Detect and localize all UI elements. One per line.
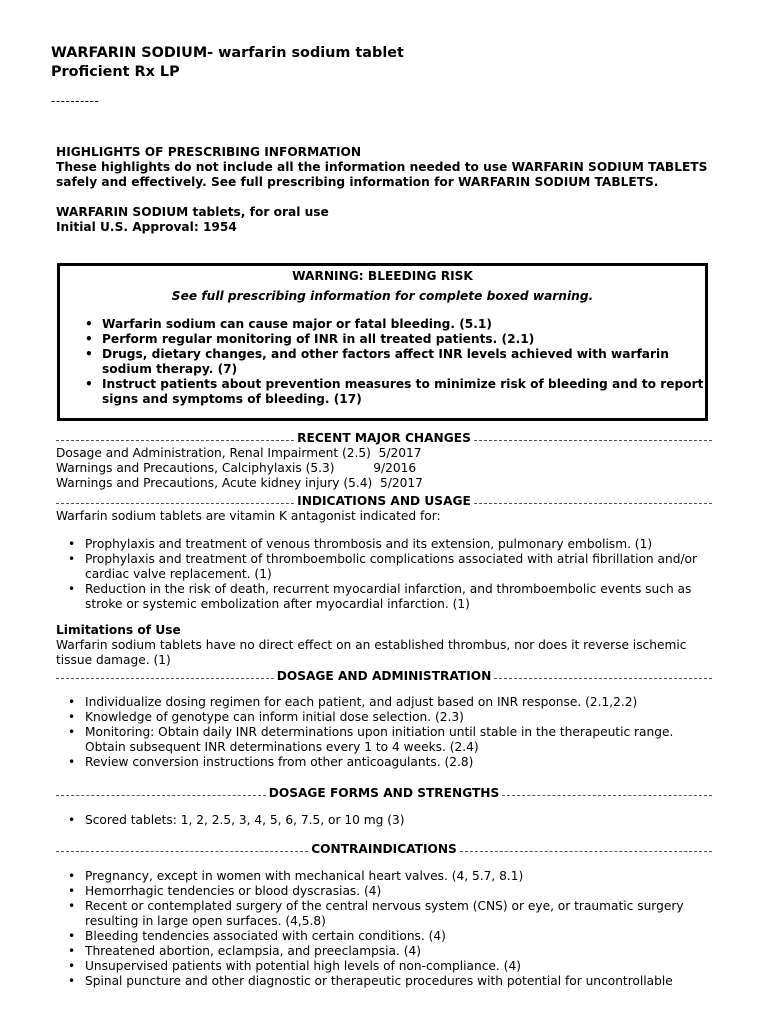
limitations-text: Warfarin sodium tablets have no direct effect on an established thrombus, nor does it reverse ischemic tissue damage. (1) xyxy=(56,638,687,667)
list-item: • Review conversion instructions from other anticoagulants. (2.8) xyxy=(85,755,712,770)
section-dosage-administration xyxy=(56,669,712,770)
indications-list xyxy=(56,537,712,612)
highlights-heading: HIGHLIGHTS OF PRESCRIBING INFORMATION xyxy=(56,145,362,159)
section-heading xyxy=(56,431,712,446)
list-item: • Pregnancy, except in women with mechanical heart valves. (4, 5.7, 8.1) xyxy=(85,869,712,884)
list-item: • Threatened abortion, eclampsia, and preeclampsia. (4) xyxy=(85,944,712,959)
list-item: • Drugs, dietary changes, and other factors affect INR levels achieved with warfarin sodium therapy. (7) xyxy=(102,347,705,377)
dosage-forms-list xyxy=(56,813,712,828)
header-separator: ---------- xyxy=(51,94,100,108)
section-heading-label: CONTRAINDICATIONS xyxy=(311,842,457,856)
boxed-warning-list xyxy=(60,317,705,407)
limitations-heading: Limitations of Use xyxy=(56,623,181,637)
list-item: • Warfarin sodium can cause major or fatal bleeding. (5.1) xyxy=(102,317,705,332)
section-heading xyxy=(56,786,712,801)
list-item: • Prophylaxis and treatment of thromboembolic complications associated with atrial fibrillation and/or cardiac valve replacement. (1) xyxy=(85,552,712,582)
section-heading xyxy=(56,842,712,857)
list-item: • Perform regular monitoring of INR in all treated patients. (2.1) xyxy=(102,332,705,347)
list-item: • Spinal puncture and other diagnostic or therapeutic procedures with potential for uncontrollable xyxy=(85,974,712,989)
list-item: • Scored tablets: 1, 2, 2.5, 3, 4, 5, 6, 7.5, or 10 mg (3) xyxy=(85,813,712,828)
list-item: • Knowledge of genotype can inform initial dose selection. (2.3) xyxy=(85,710,712,725)
section-recent-major-changes xyxy=(56,431,712,491)
list-item: • Prophylaxis and treatment of venous thrombosis and its extension, pulmonary embolism. (1) xyxy=(85,537,712,552)
list-item: • Hemorrhagic tendencies or blood dyscrasias. (4) xyxy=(85,884,712,899)
document-title xyxy=(51,44,404,82)
list-item: • Recent or contemplated surgery of the central nervous system (CNS) or eye, or traumatic surgery resulting in large open surfaces. (4,5.8) xyxy=(85,899,712,929)
highlights-disclaimer: These highlights do not include all the information needed to use WARFARIN SODIUM TABLETS safely and effectively. See full prescribing information for WARFARIN SODIUM TABLETS. xyxy=(56,160,708,189)
list-item: • Reduction in the risk of death, recurrent myocardial infarction, and thromboembolic events such as stroke or systemic embolization after myocardial infarction. (1) xyxy=(85,582,712,612)
labeler-name: Proficient Rx LP xyxy=(51,64,180,80)
boxed-warning-title: WARNING: BLEEDING RISK xyxy=(292,269,473,283)
drug-name-title: WARFARIN SODIUM- warfarin sodium tablet xyxy=(51,45,404,61)
boxed-warning-subtitle: See full prescribing information for complete boxed warning. xyxy=(171,289,594,303)
list-item: • Individualize dosing regimen for each patient, and adjust based on INR response. (2.1,2.2) xyxy=(85,695,712,710)
section-heading-label: RECENT MAJOR CHANGES xyxy=(297,431,471,445)
dosage-admin-list xyxy=(56,695,712,770)
recent-change-row: Warnings and Precautions, Acute kidney injury (5.4) 5/2017 xyxy=(56,476,423,490)
section-heading-label: DOSAGE AND ADMINISTRATION xyxy=(276,669,492,683)
section-dosage-forms-strengths xyxy=(56,786,712,828)
section-heading-label: INDICATIONS AND USAGE xyxy=(297,494,471,508)
initial-approval: Initial U.S. Approval: 1954 xyxy=(56,220,237,234)
list-item: • Bleeding tendencies associated with certain conditions. (4) xyxy=(85,929,712,944)
recent-change-row: Warnings and Precautions, Calciphylaxis (5.3) 9/2016 xyxy=(56,461,417,475)
section-heading xyxy=(56,669,712,684)
contraindications-list xyxy=(56,869,712,989)
highlights-block xyxy=(56,145,716,235)
section-contraindications xyxy=(56,842,712,989)
product-description: WARFARIN SODIUM tablets, for oral use xyxy=(56,205,329,219)
recent-change-row: Dosage and Administration, Renal Impairment (2.5) 5/2017 xyxy=(56,446,422,460)
list-item: • Instruct patients about prevention measures to minimize risk of bleeding and to report signs and symptoms of bleeding. (17) xyxy=(102,377,705,407)
boxed-warning xyxy=(57,263,708,421)
section-heading xyxy=(56,494,712,509)
list-item: • Unsupervised patients with potential high levels of non-compliance. (4) xyxy=(85,959,712,974)
section-heading-label: DOSAGE FORMS AND STRENGTHS xyxy=(268,786,500,800)
list-item: • Monitoring: Obtain daily INR determinations upon initiation until stable in the therapeutic range. Obtain subsequent INR determinations every 1 to 4 weeks. (2.4) xyxy=(85,725,712,755)
indications-intro: Warfarin sodium tablets are vitamin K antagonist indicated for: xyxy=(56,509,441,523)
section-indications-usage xyxy=(56,494,712,668)
